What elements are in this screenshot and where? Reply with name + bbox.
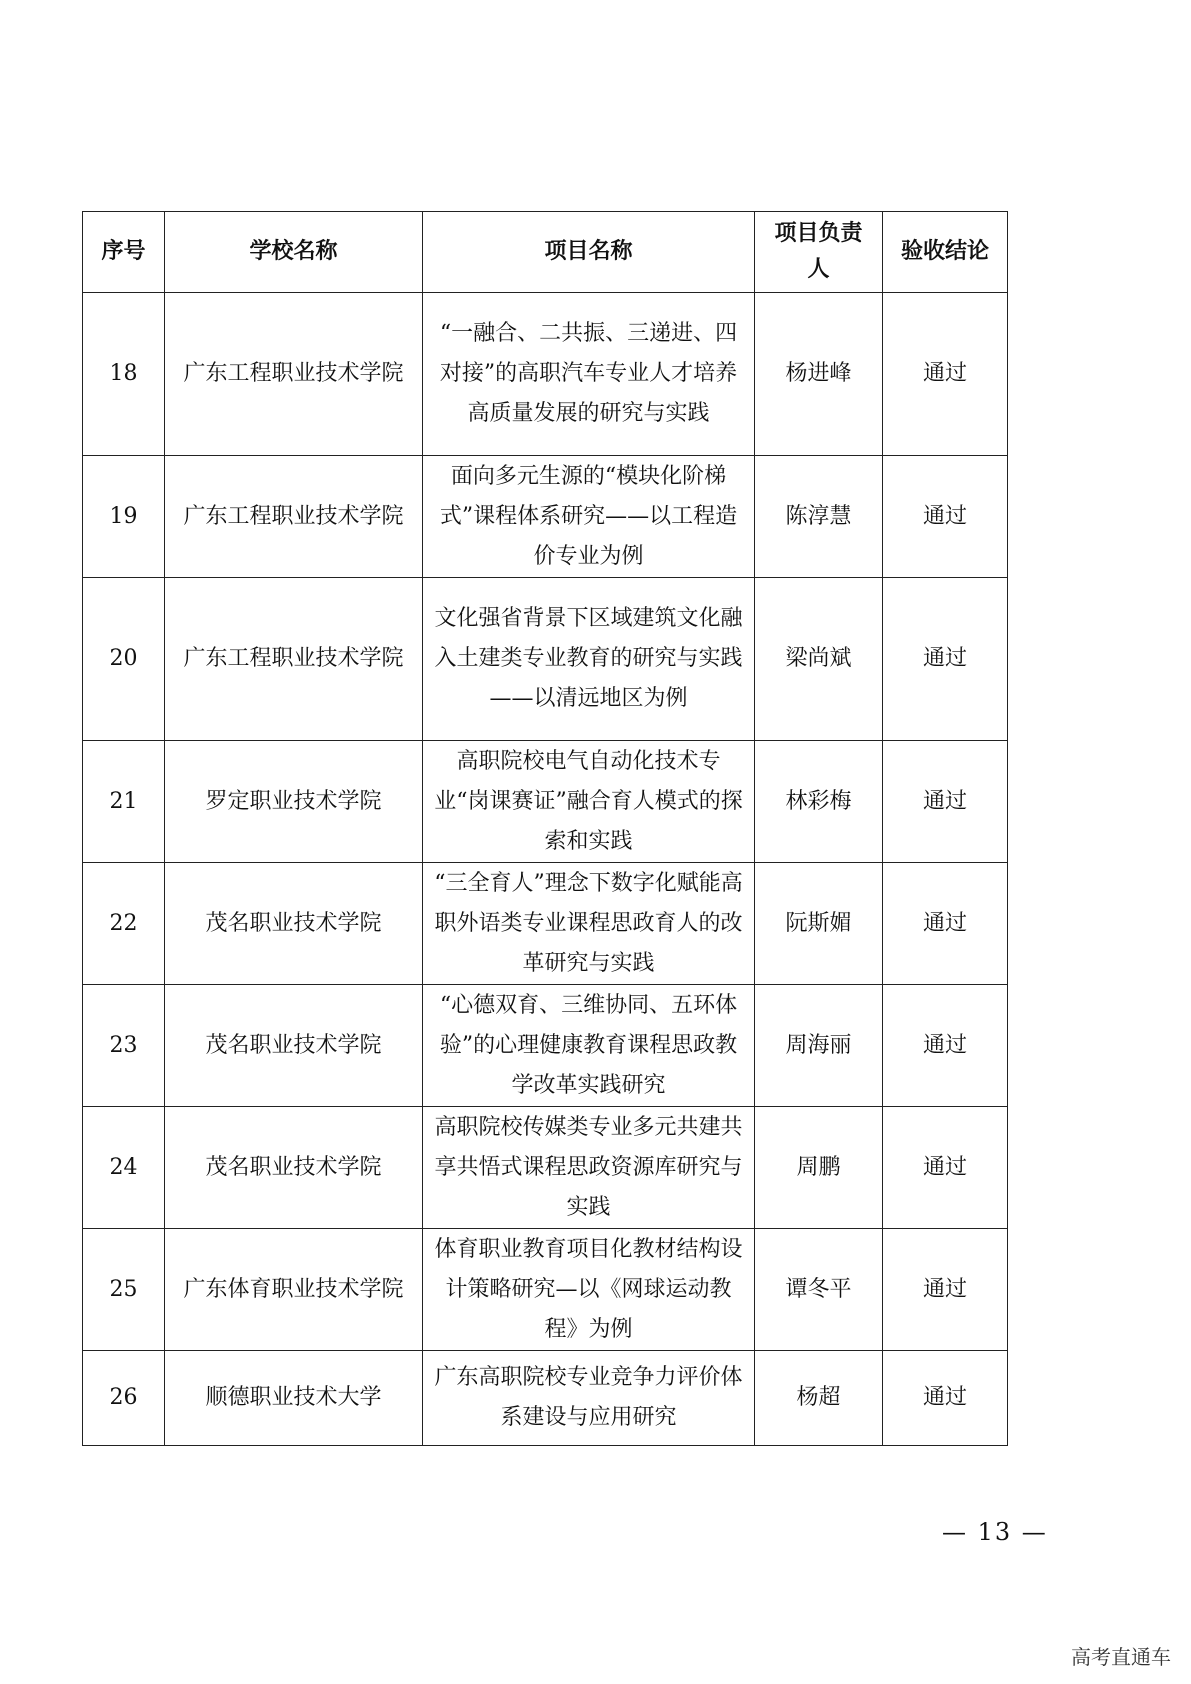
cell-project: 面向多元生源的“模块化阶梯式”课程体系研究——以工程造价专业为例 bbox=[423, 456, 755, 578]
cell-seq: 18 bbox=[83, 293, 165, 456]
cell-project: 体育职业教育项目化教材结构设计策略研究—以《网球运动教程》为例 bbox=[423, 1229, 755, 1351]
cell-result: 通过 bbox=[883, 1229, 1008, 1351]
table-row bbox=[83, 578, 1008, 741]
table-row bbox=[83, 741, 1008, 863]
cell-seq: 25 bbox=[83, 1229, 165, 1351]
cell-school: 广东体育职业技术学院 bbox=[165, 1229, 423, 1351]
table-row bbox=[83, 456, 1008, 578]
cell-seq: 24 bbox=[83, 1107, 165, 1229]
cell-result: 通过 bbox=[883, 456, 1008, 578]
cell-project: 高职院校电气自动化技术专业“岗课赛证”融合育人模式的探索和实践 bbox=[423, 741, 755, 863]
cell-seq: 21 bbox=[83, 741, 165, 863]
cell-school: 广东工程职业技术学院 bbox=[165, 578, 423, 741]
cell-result: 通过 bbox=[883, 293, 1008, 456]
cell-seq: 26 bbox=[83, 1351, 165, 1446]
cell-school: 广东工程职业技术学院 bbox=[165, 456, 423, 578]
header-school: 学校名称 bbox=[165, 212, 423, 293]
header-leader: 项目负责人 bbox=[755, 212, 883, 293]
cell-leader: 谭冬平 bbox=[755, 1229, 883, 1351]
cell-leader: 周海丽 bbox=[755, 985, 883, 1107]
page-number: — 13 — bbox=[942, 1518, 1048, 1546]
cell-school: 罗定职业技术学院 bbox=[165, 741, 423, 863]
table-row bbox=[83, 863, 1008, 985]
cell-result: 通过 bbox=[883, 741, 1008, 863]
watermark: 高考直通车 bbox=[1071, 1645, 1171, 1669]
cell-school: 茂名职业技术学院 bbox=[165, 863, 423, 985]
cell-school: 茂名职业技术学院 bbox=[165, 1107, 423, 1229]
cell-project: 文化强省背景下区域建筑文化融入土建类专业教育的研究与实践——以清远地区为例 bbox=[423, 578, 755, 741]
cell-project: 高职院校传媒类专业多元共建共享共悟式课程思政资源库研究与实践 bbox=[423, 1107, 755, 1229]
table-row bbox=[83, 293, 1008, 456]
cell-seq: 23 bbox=[83, 985, 165, 1107]
header-result: 验收结论 bbox=[883, 212, 1008, 293]
cell-project: “心德双育、三维协同、五环体验”的心理健康教育课程思政教学改革实践研究 bbox=[423, 985, 755, 1107]
cell-project: 广东高职院校专业竞争力评价体系建设与应用研究 bbox=[423, 1351, 755, 1446]
cell-school: 广东工程职业技术学院 bbox=[165, 293, 423, 456]
table-row bbox=[83, 985, 1008, 1107]
table-row bbox=[83, 1229, 1008, 1351]
header-seq: 序号 bbox=[83, 212, 165, 293]
table-row bbox=[83, 1107, 1008, 1229]
cell-project: “一融合、二共振、三递进、四对接”的高职汽车专业人才培养高质量发展的研究与实践 bbox=[423, 293, 755, 456]
cell-result: 通过 bbox=[883, 1107, 1008, 1229]
cell-leader: 周鹏 bbox=[755, 1107, 883, 1229]
cell-result: 通过 bbox=[883, 578, 1008, 741]
acceptance-table bbox=[82, 211, 1008, 1446]
table-body bbox=[83, 293, 1008, 1446]
table-row bbox=[83, 1351, 1008, 1446]
cell-seq: 19 bbox=[83, 456, 165, 578]
cell-seq: 22 bbox=[83, 863, 165, 985]
cell-result: 通过 bbox=[883, 1351, 1008, 1446]
cell-school: 顺德职业技术大学 bbox=[165, 1351, 423, 1446]
cell-seq: 20 bbox=[83, 578, 165, 741]
cell-leader: 陈淳慧 bbox=[755, 456, 883, 578]
cell-school: 茂名职业技术学院 bbox=[165, 985, 423, 1107]
cell-leader: 林彩梅 bbox=[755, 741, 883, 863]
header-project: 项目名称 bbox=[423, 212, 755, 293]
cell-result: 通过 bbox=[883, 863, 1008, 985]
cell-leader: 杨进峰 bbox=[755, 293, 883, 456]
cell-leader: 梁尚斌 bbox=[755, 578, 883, 741]
cell-project: “三全育人”理念下数字化赋能高职外语类专业课程思政育人的改革研究与实践 bbox=[423, 863, 755, 985]
cell-leader: 杨超 bbox=[755, 1351, 883, 1446]
cell-result: 通过 bbox=[883, 985, 1008, 1107]
cell-leader: 阮斯媚 bbox=[755, 863, 883, 985]
table-header-row bbox=[83, 212, 1008, 293]
